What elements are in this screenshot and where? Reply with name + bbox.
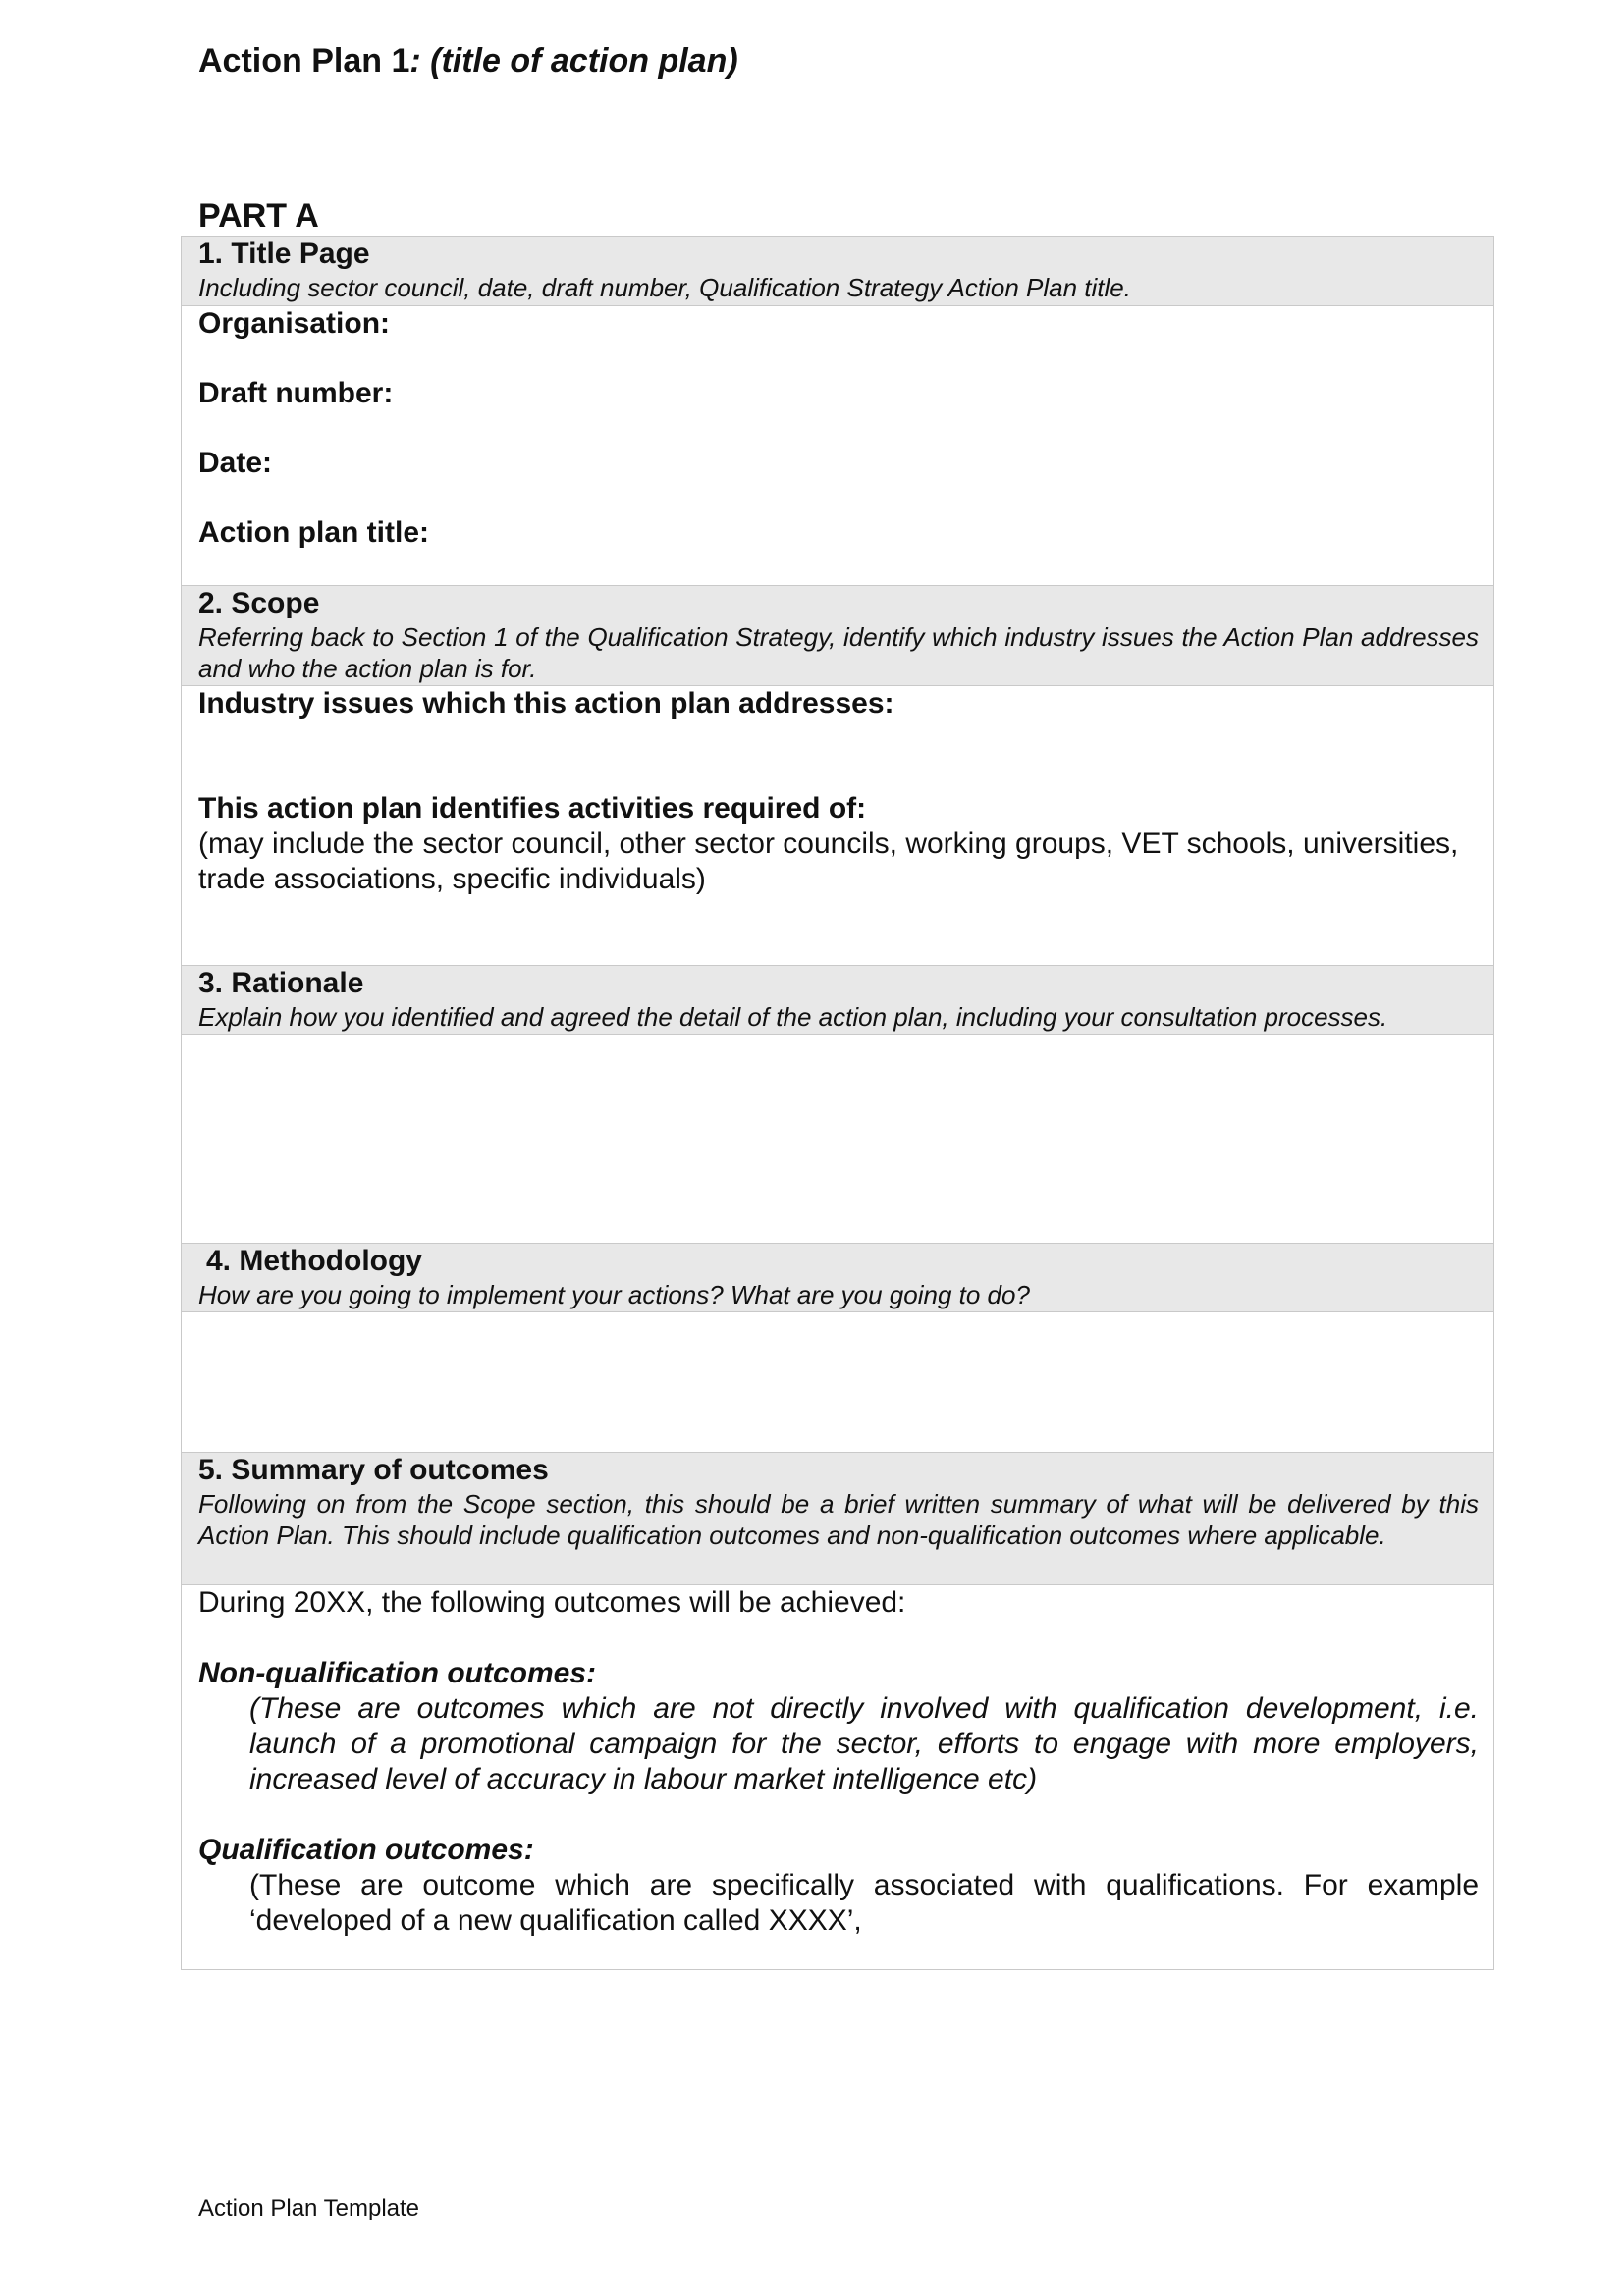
draft-number-label: Draft number: [198, 377, 394, 409]
section-title: 3. Rationale [198, 967, 364, 999]
industry-issues-label: Industry issues which this action plan addresses: [198, 687, 894, 720]
section-description: Explain how you identified and agreed the detail of the action plan, including your consultation processes. [198, 1002, 1388, 1032]
section-methodology-header [182, 1243, 1493, 1311]
non-qualification-label: Non-qualification outcomes: [198, 1657, 596, 1689]
section-title-page-header [182, 237, 1493, 305]
page-title [198, 39, 738, 82]
page-title-subtitle: : (title of action plan) [409, 42, 738, 80]
section-scope-body[interactable] [182, 685, 1493, 965]
section-title: 5. Summary of outcomes [198, 1454, 549, 1486]
page-title-main: Action Plan 1 [198, 42, 410, 80]
section-rationale-body[interactable] [182, 1034, 1493, 1243]
section-title: 4. Methodology [206, 1245, 422, 1277]
section-title: 2. Scope [198, 587, 320, 619]
action-plan-form [181, 236, 1494, 1970]
section-rationale-header [182, 965, 1493, 1034]
date-label: Date: [198, 447, 273, 479]
section-summary-header [182, 1452, 1493, 1584]
section-description: Referring back to Section 1 of the Qualification Strategy, identify which industry issues the Action Plan addresses and who the action plan is for. [198, 622, 1479, 683]
section-description: How are you going to implement your actions? What are you going to do? [198, 1280, 1030, 1309]
qualification-label: Qualification outcomes: [198, 1834, 534, 1866]
section-summary-body[interactable] [182, 1584, 1493, 1969]
action-plan-title-label: Action plan title: [198, 516, 429, 549]
part-heading: PART A [198, 197, 319, 235]
activities-note: (may include the sector council, other sector councils, working groups, VET schools, universities, trade associations, specific individuals) [198, 828, 1459, 895]
section-title-page-body[interactable] [182, 305, 1493, 585]
non-qualification-text: (These are outcomes which are not directly involved with qualification development, i.e. launch of a promotional campaign for the sector, efforts to engage with more employers, increased level of accuracy in labour market intelligence etc) [249, 1692, 1479, 1795]
section-scope-header [182, 585, 1493, 685]
section-title: 1. Title Page [198, 238, 370, 270]
activities-label: This action plan identifies activities required of: [198, 792, 867, 825]
organisation-label: Organisation: [198, 307, 391, 340]
section-methodology-body[interactable] [182, 1311, 1493, 1452]
section-description: Following on from the Scope section, this should be a brief written summary of what will be delivered by this Action Plan. This should include qualification outcomes and non-qualification outcomes where applicable. [198, 1489, 1479, 1550]
section-description: Including sector council, date, draft number, Qualification Strategy Action Plan title. [198, 273, 1131, 302]
summary-intro: During 20XX, the following outcomes will be achieved: [198, 1586, 906, 1619]
qualification-text: (These are outcome which are specifically associated with qualifications. For example ‘developed of a new qualification called XXXX’, [249, 1869, 1479, 1937]
page-footer: Action Plan Template [198, 2195, 420, 2221]
